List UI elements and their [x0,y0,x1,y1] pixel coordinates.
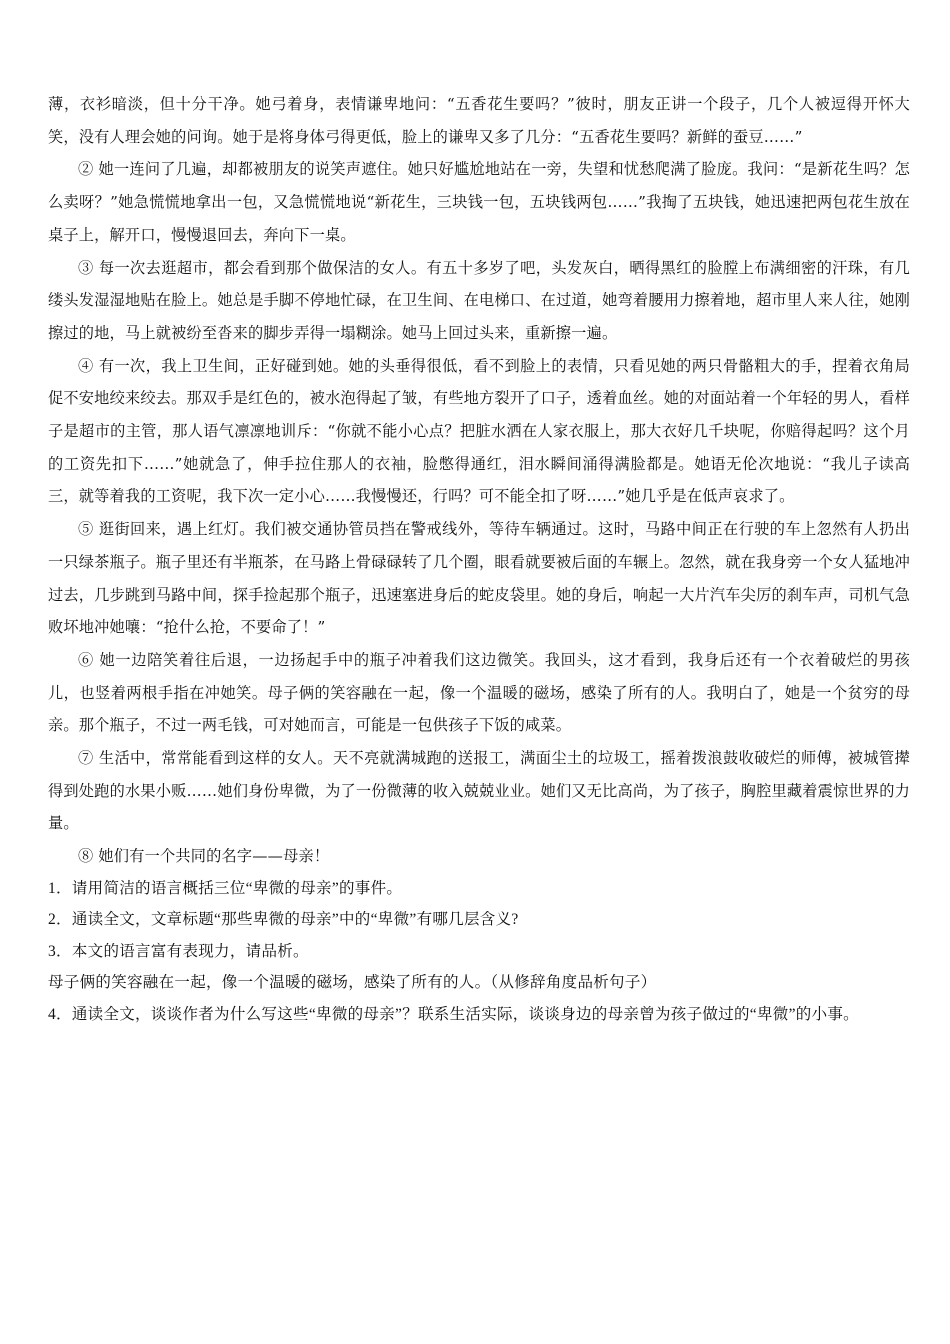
question-4: 4．通读全文，谈谈作者为什么写这些“卑微的母亲”？联系生活实际，谈谈身边的母亲曾为孩子做过的“卑微”的小事。 [48,1005,859,1023]
question-3-quoted-sentence: 母子俩的笑容融在一起，像一个温暖的磁场，感染了所有的人。（从修辞角度品析句子） [48,974,657,992]
question-3: 3．本文的语言富有表现力，请品析。 [48,942,309,960]
passage-paragraph-8: ⑧ 她们有一个共同的名字——母亲！ [78,847,330,866]
passage-paragraph-6: ⑥ 她一边陪笑着往后退，一边扬起手中的瓶子冲着我们这边微笑。我回头，这才看到，我身后还有一个衣着破烂的男孩儿，也竖着两根手指在冲她笑。母子俩的笑容融在一起，像一个温暖的磁场，感染了所有的人。我明白了，她是一个贫穷的母亲。那个瓶子，不过一两毛钱，可对她而言，可能是一包供孩子下饭的咸菜。 [48,650,910,735]
passage-paragraph-2: ② 她一连问了几遍，却都被朋友的说笑声遮住。她只好尴尬地站在一旁，失望和忧愁爬满了脸庞。我问：“是新花生吗？怎么卖呀？”她急慌慌地拿出一包，又急慌慌地说“新花生，三块钱一包，五块钱两包……”我掏了五块钱，她迅速把两包花生放在桌子上，解开口，慢慢退回去，奔向下一桌。 [48,160,910,244]
passage-paragraph-5: ⑤ 逛街回来，遇上红灯。我们被交通协管员挡在警戒线外，等待车辆通过。这时，马路中间正在行驶的车上忽然有人扔出一只绿茶瓶子。瓶子里还有半瓶茶，在马路上骨碌碌转了几个圈，眼看就要被后面的车辗上。忽然，就在我身旁一个女人猛地冲过去，几步跳到马路中间，探手捡起那个瓶子，迅速塞进身后的蛇皮袋里。她的身后，响起一大片汽车尖厉的刹车声，司机气急败坏地冲她嚷：“抢什么抢，不要命了！” [48,520,910,637]
passage-paragraph-4: ④ 有一次，我上卫生间，正好碰到她。她的头垂得很低，看不到脸上的表情，只看见她的两只骨骼粗大的手，捏着衣角局促不安地绞来绞去。那双手是红色的，被水泡得起了皱，有些地方裂开了口子，透着血丝。她的对面站着一个年轻的男人，看样子是超市的主管，那人语气凛凛地训斥：“你就不能小心点？把脏水洒在人家衣服上，那大衣好几千块呢，你赔得起吗？这个月的工资先扣下……”她就急了，伸手拉住那人的衣袖，脸憋得通红，泪水瞬间涌得满脸都是。她语无伦次地说：“我儿子读高三，就等着我的工资呢，我下次一定小心……我慢慢还，行吗？可不能全扣了呀……”她几乎是在低声哀求了。 [48,356,910,506]
passage-paragraph-continued: 薄，衣衫暗淡，但十分干净。她弓着身，表情谦卑地问：“五香花生要吗？”彼时，朋友正讲一个段子，几个人被逗得开怀大笑，没有人理会她的问询。她于是将身体弓得更低，脸上的谦卑又多了几分：“五香花生要吗？新鲜的蚕豆……” [48,95,910,146]
passage-paragraph-7: ⑦ 生活中，常常能看到这样的女人。天不亮就满城跑的送报工，满面尘土的垃圾工，摇着拨浪鼓收破烂的师傅，被城管撵得到处跑的水果小贩……她们身份卑微，为了一份微薄的收入兢兢业业。她们又无比高尚，为了孩子，胸腔里藏着震惊世界的力量。 [48,749,910,833]
document-content [48,88,910,1030]
passage-paragraph-3: ③ 每一次去逛超市，都会看到那个做保洁的女人。有五十多岁了吧，头发灰白，晒得黑红的脸膛上布满细密的汗珠，有几缕头发湿湿地贴在脸上。她总是手脚不停地忙碌，在卫生间、在电梯口、在过道，她弯着腰用力擦着地，超市里人来人往，她刚擦过的地，马上就被纷至沓来的脚步弄得一塌糊涂。她马上回过头来，重新擦一遍。 [48,258,910,342]
question-2: 2．通读全文，文章标题“那些卑微的母亲”中的“卑微”有哪几层含义? [48,911,519,929]
question-1: 1．请用简洁的语言概括三位“卑微的母亲”的事件。 [48,879,403,897]
